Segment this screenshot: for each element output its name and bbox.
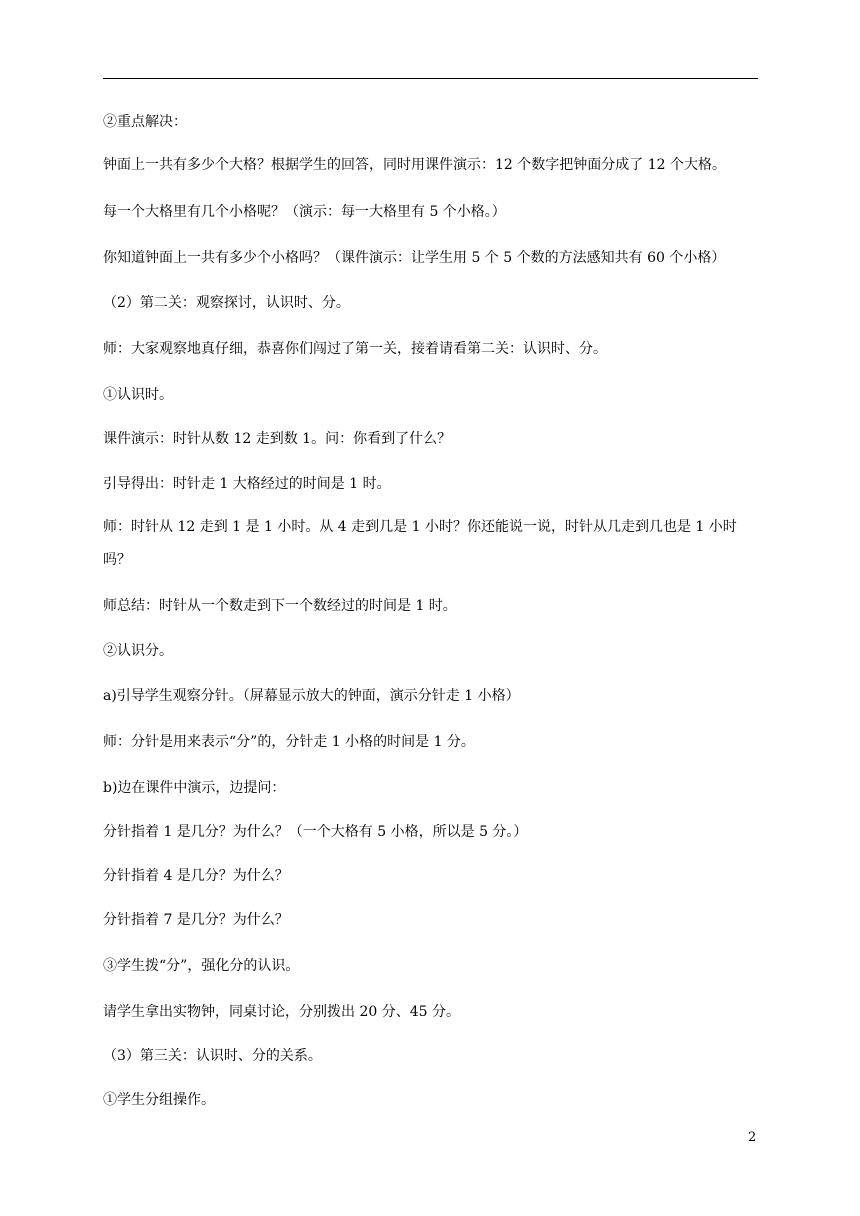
text-line: ②重点解决： [103, 114, 187, 130]
text-line: 师总结：时针从一个数走到下一个数经过的时间是 1 时。 [103, 598, 457, 614]
text-line: ①学生分组操作。 [103, 1092, 215, 1108]
text-line: a)引导学生观察分针。（屏幕显示放大的钟面，演示分针走 1 小格） [103, 688, 520, 704]
text-line: 课件演示：时针从数 12 走到数 1。问：你看到了什么？ [103, 431, 452, 447]
text-line: 你知道钟面上一共有多少个小格吗？（课件演示：让学生用 5 个 5 个数的方法感知共有 60 个小格） [103, 250, 726, 266]
text-line: 师：大家观察地真仔细，恭喜你们闯过了第一关，接着请看第二关：认识时、分。 [103, 341, 607, 357]
text-line: b)边在课件中演示，边提问： [103, 780, 286, 796]
text-line: 引导得出：时针走 1 大格经过的时间是 1 时。 [103, 476, 391, 492]
text-line: 师：分针是用来表示“分”的，分针走 1 小格的时间是 1 分。 [103, 734, 475, 750]
text-line: 每一个大格里有几个小格呢？（演示：每一大格里有 5 个小格。） [103, 204, 506, 220]
header-rule [103, 78, 758, 79]
text-line: 吗？ [103, 552, 131, 568]
text-line: ①认识时。 [103, 387, 173, 403]
text-line: 请学生拿出实物钟，同桌讨论，分别拨出 20 分、45 分。 [103, 1004, 460, 1020]
text-line: 师：时针从 12 走到 1 是 1 小时。从 4 走到几是 1 小时？你还能说一说，时针从几走到几也是 1 小时 [103, 519, 737, 535]
text-line: 分针指着 4 是几分？为什么？ [103, 868, 289, 884]
page-number: 2 [748, 1130, 757, 1145]
text-line: ②认识分。 [103, 643, 173, 659]
text-line: （2）第二关：观察探讨，认识时、分。 [103, 295, 350, 311]
text-line: 分针指着 1 是几分？为什么？（一个大格有 5 小格，所以是 5 分。） [103, 824, 528, 840]
text-line: （3）第三关：认识时、分的关系。 [103, 1048, 322, 1064]
text-line: ③学生拨“分”，强化分的认识。 [103, 958, 300, 974]
text-line: 钟面上一共有多少个大格？根据学生的回答，同时用课件演示：12 个数字把钟面分成了 12 个大格。 [103, 157, 726, 173]
text-line: 分针指着 7 是几分？为什么？ [103, 912, 289, 928]
